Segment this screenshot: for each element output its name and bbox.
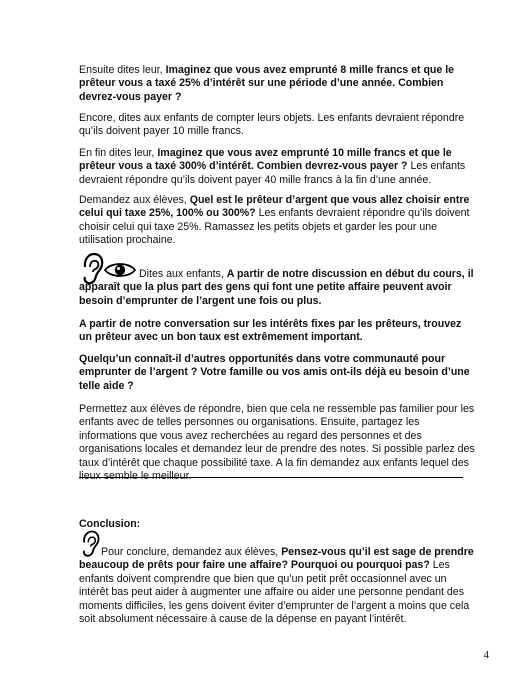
paragraph-5: [79, 268, 477, 308]
paragraph-7: [79, 353, 477, 393]
paragraph-4-text: Demandez aux élèves,: [79, 194, 190, 206]
section-divider: [79, 477, 463, 478]
paragraph-4: [79, 194, 477, 248]
paragraph-9-answer: Les enfants doivent comprendre que bien que qu’un petit prêt occasionnel avec un intérêt bas peut aider à augmenter une affaire ou aider une personne pendant des moments difficiles, les gens doivent éviter d’emprunter de l’argent a moins que cela soit absolument nécessaire à cause de la dépense en payant l’intérêt.: [79, 559, 470, 626]
paragraph-5-text: Dites aux enfants,: [139, 268, 227, 280]
paragraph-4-question: Quel est le prêteur d’argent que vous allez choisir entre celui qui taxe 25%, 100% ou 300%?: [79, 194, 470, 220]
paragraph-3-answer: Les enfants devraient répondre qu’ils doivent payer 40 mille francs à la fin d’une année.: [79, 160, 466, 186]
paragraph-4-answer: Les enfants devraient répondre qu’ils doivent choisir celui qui taxe 25%. Ramassez les petits objets et garder les pour une utilisation prochaine.: [79, 207, 470, 247]
paragraph-6-statement: A partir de notre conversation sur les intérêts fixes par les prêteurs, trouvez un prêteur avec un bon taux est extrêmement important.: [79, 318, 462, 344]
paragraph-5-statement: A partir de notre discussion en début du cours, il apparaît que la plus part des gens qui font une petite affaire peuvent avoir besoin d’emprunter de l’argent une fois ou plus.: [79, 268, 474, 307]
paragraph-1: [79, 64, 477, 104]
paragraph-7-question: Quelqu’un connaît-il d’autres opportunités dans votre communauté pour emprunter de l’argent ? Votre famille ou vos amis ont-ils déjà eu besoin d’une telle aide ?: [79, 353, 470, 392]
paragraph-3: [79, 147, 477, 187]
paragraph-3-question: Imaginez que vous avez emprunté 10 mille francs et que le prêteur vous a taxé 300% d’intérêt. Combien devrez-vous payer ?: [79, 147, 452, 173]
conclusion-heading: Conclusion:: [79, 518, 141, 530]
page-number: 4: [483, 649, 489, 661]
paragraph-9-question: Pensez-vous qu’il est sage de prendre beaucoup de prêts pour faire une affaire? Pourquoi ou pourquoi pas?: [79, 546, 474, 572]
paragraph-9-text: Pour conclure, demandez aux élèves,: [101, 546, 282, 558]
paragraph-2: Encore, dites aux enfants de compter leurs objets. Les enfants devraient répondre qu’ils doivent payer 10 mille francs.: [79, 112, 465, 138]
paragraph-8: Permettez aux élèves de répondre, bien que cela ne ressemble pas familier pour les enfants avec de telles personnes ou organisations. Ensuite, partagez les informations que vous avez recherchées au regard des personnes et des organisations locales et demandez leur de prendre des notes. Si possible parlez des taux d’intérêt que chaque possibilité taxe. A la fin demandez aux enfants lequel des lieux semble le meilleur.: [79, 403, 475, 483]
paragraph-6: [79, 318, 477, 345]
paragraph-1-text: Ensuite dites leur,: [79, 64, 166, 76]
paragraph-3-text: En fin dites leur,: [79, 147, 158, 159]
paragraph-1-question: Imaginez que vous avez emprunté 8 mille francs et que le prêteur vous a taxé 25% d’intérêt sur une période d’une année. Combien devrez-vous payer ?: [79, 64, 455, 103]
paragraph-9: [79, 546, 477, 626]
